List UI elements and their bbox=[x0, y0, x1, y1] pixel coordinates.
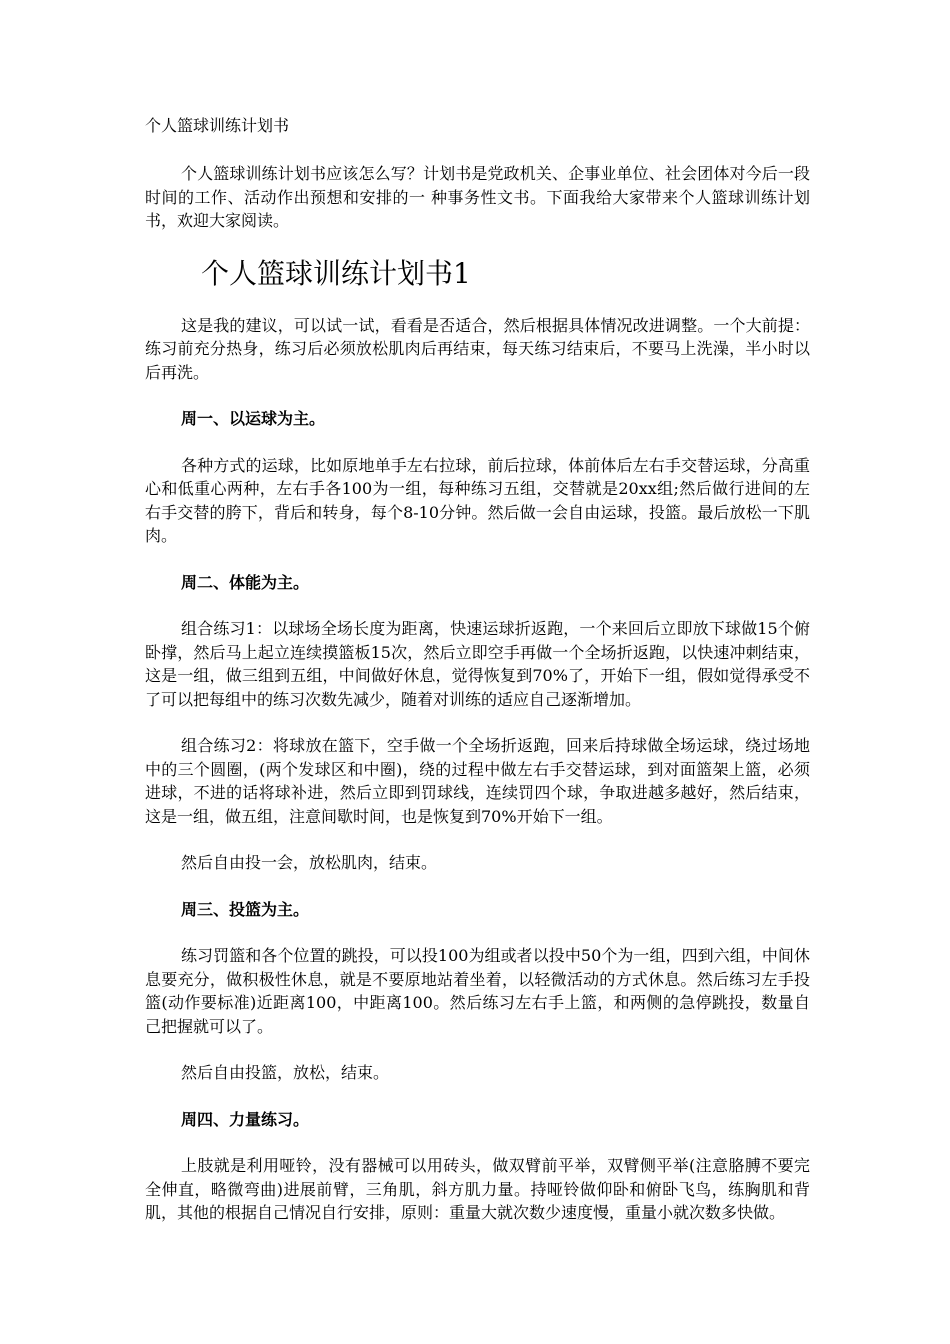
thursday-paragraph: 上肢就是利用哑铃，没有器械可以用砖头，做双臂前平举，双臂侧平举(注意胳膊不要完全伸直，略微弯曲)进展前臂，三角肌，斜方肌力量。持哑铃做仰卧和俯卧飞鸟，练胸肌和背肌，其他的根据自己情况自行安排，原则：重量大就次数少速度慢，重量小就次数多快做。 bbox=[145, 1156, 810, 1222]
tuesday-paragraph-2: 组合练习2：将球放在篮下，空手做一个全场折返跑，回来后持球做全场运球，绕过场地中的三个圆圈，(两个发球区和中圈)，绕的过程中做左右手交替运球，到对面篮架上篮，必须进球，不进的话将球补进，然后立即到罚球线，连续罚四个球，争取进越多越好，然后结束，这是一组，做五组，注意间歇时间，也是恢复到70%开始下一组。 bbox=[145, 736, 810, 826]
monday-heading: 周一、以运球为主。 bbox=[181, 409, 326, 428]
document-title: 个人篮球训练计划书 bbox=[145, 116, 290, 135]
monday-paragraph: 各种方式的运球，比如原地单手左右拉球，前后拉球，体前体后左右手交替运球，分高重心和低重心两种，左右手各100为一组，每种练习五组，交替就是20xx组;然后做行进间的左右手交替的胯下，背后和转身，每个8-10分钟。然后做一会自由运球，投篮。最后放松一下肌肉。 bbox=[145, 455, 810, 545]
document-body bbox=[145, 114, 810, 1248]
tuesday-paragraph-3: 然后自由投一会，放松肌肉，结束。 bbox=[181, 853, 438, 872]
wednesday-heading: 周三、投篮为主。 bbox=[181, 899, 310, 919]
tuesday-heading: 周二、体能为主。 bbox=[181, 572, 310, 592]
intro-paragraph: 个人篮球训练计划书应该怎么写？计划书是党政机关、企事业单位、社会团体对今后一段时间的工作、活动作出预想和安排的一 种事务性文书。下面我给大家带来个人篮球训练计划书，欢迎大家阅读。 bbox=[145, 164, 810, 230]
advice-paragraph: 这是我的建议，可以试一试，看看是否适合，然后根据具体情况改进调整。一个大前提：练习前充分热身，练习后必须放松肌肉后再结束，每天练习结束后，不要马上洗澡，半小时以后再洗。 bbox=[145, 315, 810, 382]
tuesday-paragraph-1: 组合练习1：以球场全场长度为距离，快速运球折返跑，一个来回后立即放下球做15个俯卧撑，然后马上起立连续摸篮板15次，然后立即空手再做一个全场折返跑，以快速冲刺结束，这是一组，做三组到五组，中间做好休息，觉得恢复到70%了，开始下一组，假如觉得承受不了可以把每组中的练习次数先减少，随着对训练的适应自己逐渐增加。 bbox=[145, 619, 810, 709]
thursday-heading: 周四、力量练习。 bbox=[181, 1109, 310, 1129]
wednesday-paragraph-1: 练习罚篮和各个位置的跳投，可以投100为组或者以投中50个为一组，四到六组，中间休息要充分，做积极性休息，就是不要原地站着坐着，以轻微活动的方式休息。然后练习左手投篮(动作要标准)近距离100，中距离100。然后练习左右手上篮，和两侧的急停跳投，数量自己把握就可以了。 bbox=[145, 946, 810, 1036]
wednesday-paragraph-2: 然后自由投篮，放松，结束。 bbox=[181, 1063, 390, 1082]
section-title: 个人篮球训练计划书1 bbox=[201, 256, 471, 290]
